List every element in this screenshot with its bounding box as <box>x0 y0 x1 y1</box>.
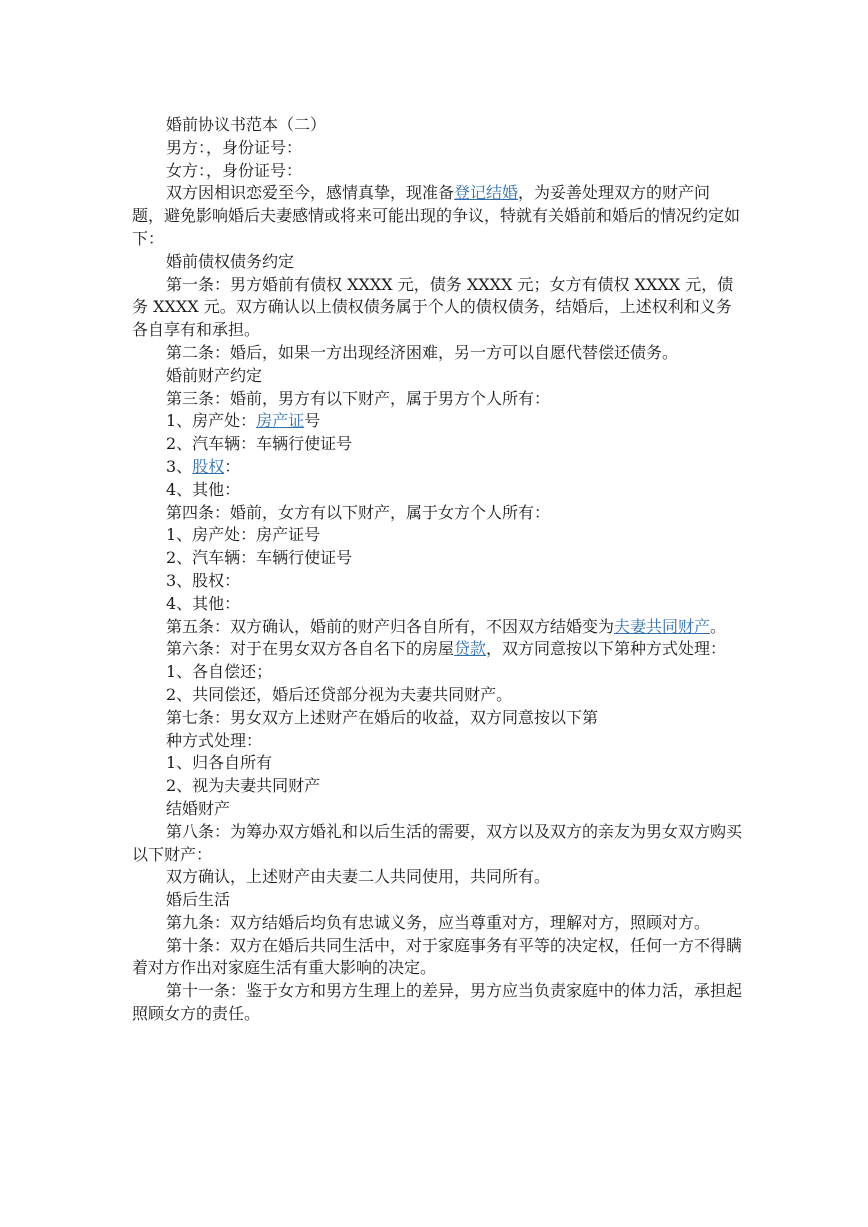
inline-link[interactable]: 房产证 <box>256 411 305 431</box>
text-run: 号 <box>304 411 321 431</box>
text-run: 1、房产处：房产证号 <box>166 525 321 545</box>
paragraph <box>132 775 742 798</box>
paragraph <box>132 524 742 547</box>
paragraph <box>132 638 742 661</box>
text-run: 。 <box>710 616 727 636</box>
text-run: 婚后生活 <box>166 890 231 910</box>
paragraph <box>132 182 742 250</box>
text-run: 2、视为夫妻共同财产 <box>166 776 321 796</box>
paragraph <box>132 410 742 433</box>
paragraph <box>132 547 742 570</box>
text-run: 第十条：双方在婚后共同生活中，对于家庭事务有平等的决定权，任何一方不得瞒着对方作出对家庭生活有重大影响的决定。 <box>132 935 743 978</box>
text-run: 结婚财产 <box>166 798 231 818</box>
paragraph <box>132 889 742 912</box>
text-run: 婚前债权债务约定 <box>166 251 295 271</box>
text-run: 1、各自偿还； <box>166 662 273 682</box>
text-run: ，双方同意按以下第种方式处理： <box>486 639 727 659</box>
text-run: 2、汽车辆：车辆行使证号 <box>166 434 353 454</box>
text-run: ，为妥善处理双方的财产问题，避免影响婚后夫妻感情或将来可能出现的争议，特就有关婚前和婚后的情况约定如下： <box>132 183 741 248</box>
paragraph <box>132 388 742 411</box>
text-run: 男方：，身份证号： <box>166 137 303 157</box>
paragraph <box>132 752 742 775</box>
paragraph <box>132 274 742 342</box>
text-run: 种方式处理： <box>166 730 263 750</box>
inline-link[interactable]: 贷款 <box>454 639 487 659</box>
paragraph <box>132 251 742 274</box>
text-run: 第八条：为筹办双方婚礼和以后生活的需要，双方以及双方的亲友为男女双方购买以下财产： <box>132 821 743 864</box>
text-run: 第四条：婚前，女方有以下财产，属于女方个人所有： <box>166 502 551 522</box>
paragraph <box>132 912 742 935</box>
text-run: 第一条：男方婚前有债权 XXXX 元，债务 XXXX 元；女方有债权 XXXX 元，债务 XXXX 元。双方确认以上债权债务属于个人的债权债务，结婚后，上述权利和义务各自享有和承担。 <box>132 274 734 340</box>
text-run: 第二条：婚后，如果一方出现经济困难，另一方可以自愿代替偿还债务。 <box>166 342 679 362</box>
text-run: 婚前财产约定 <box>166 365 263 385</box>
paragraph <box>132 935 742 981</box>
text-run: 第七条：男女双方上述财产在婚后的收益，双方同意按以下第 <box>166 707 599 727</box>
text-run: 双方因相识恋爱至今，感情真挚，现准备 <box>166 183 455 203</box>
inline-link[interactable]: 股权 <box>192 456 225 476</box>
paragraph <box>132 707 742 730</box>
text-run: 2、汽车辆：车辆行使证号 <box>166 548 353 568</box>
text-run: 第九条：双方结婚后均负有忠诚义务，应当尊重对方，理解对方，照顾对方。 <box>166 912 711 932</box>
text-run: 3、 <box>166 456 193 476</box>
text-run: 第十一条：鉴于女方和男方生理上的差异，男方应当负责家庭中的体力活，承担起照顾女方的责任。 <box>132 981 743 1024</box>
paragraph <box>132 570 742 593</box>
text-run: 1、归各自所有 <box>166 753 273 773</box>
paragraph <box>132 114 742 137</box>
paragraph <box>132 502 742 525</box>
inline-link[interactable]: 夫妻共同财产 <box>614 616 711 636</box>
text-run: 4、其他： <box>166 593 241 613</box>
text-run: 1、房产处： <box>166 411 257 431</box>
paragraph <box>132 433 742 456</box>
paragraph <box>132 342 742 365</box>
text-run: 双方确认，上述财产由夫妻二人共同使用，共同所有。 <box>166 867 551 887</box>
paragraph <box>132 661 742 684</box>
paragraph <box>132 821 742 867</box>
text-run: 第五条：双方确认，婚前的财产归各自所有，不因双方结婚变为 <box>166 616 615 636</box>
paragraph <box>132 593 742 616</box>
paragraph <box>132 730 742 753</box>
text-run: 第三条：婚前，男方有以下财产，属于男方个人所有： <box>166 388 551 408</box>
paragraph <box>132 980 742 1026</box>
paragraph <box>132 365 742 388</box>
text-run: 婚前协议书范本（二） <box>166 115 327 134</box>
paragraph <box>132 798 742 821</box>
paragraph <box>132 684 742 707</box>
inline-link[interactable]: 登记结婚 <box>454 183 519 203</box>
text-run: 2、共同偿还，婚后还贷部分视为夫妻共同财产。 <box>166 684 513 704</box>
text-run: 第六条：对于在男女双方各自名下的房屋 <box>166 639 455 659</box>
text-run: 4、其他： <box>166 479 241 499</box>
paragraph <box>132 137 742 160</box>
text-run: 3、股权： <box>166 570 241 590</box>
document-body <box>132 114 742 1026</box>
paragraph <box>132 616 742 639</box>
paragraph <box>132 866 742 889</box>
text-run: 女方：，身份证号： <box>166 160 303 180</box>
paragraph <box>132 160 742 183</box>
paragraph <box>132 479 742 502</box>
text-run: ： <box>224 456 241 476</box>
paragraph <box>132 456 742 479</box>
